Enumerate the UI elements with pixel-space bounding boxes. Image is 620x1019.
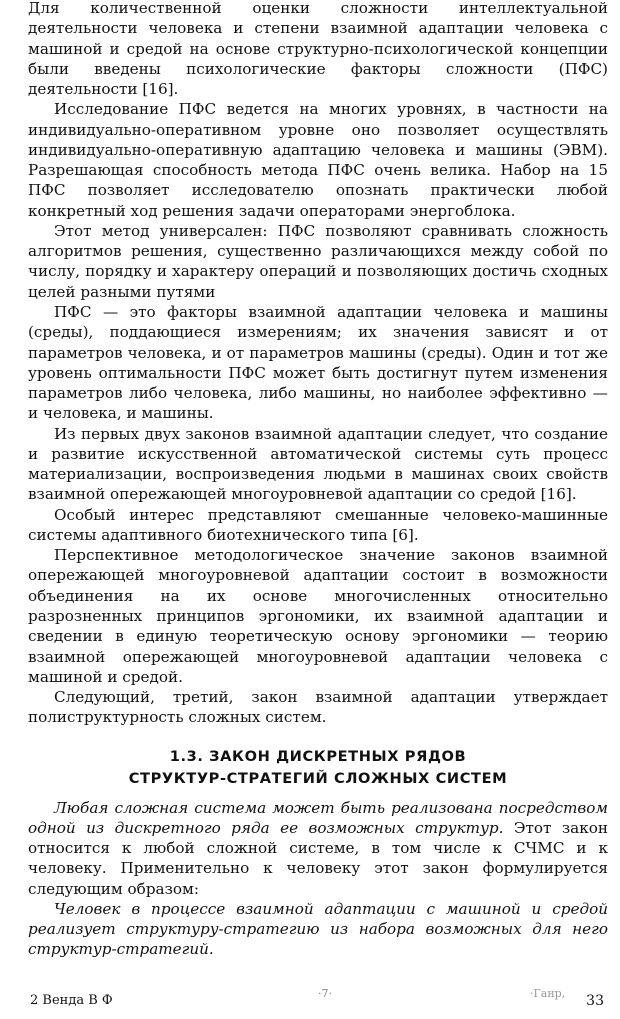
section-heading-line-1: 1.3. ЗАКОН ДИСКРЕТНЫХ РЯДОВ	[169, 747, 467, 765]
paragraph: Этот метод универсален: ПФС позволяют сравнивать сложность алгоритмов решения, существенно различающихся между собой по числу, порядку и характеру операций и позволяющих достичь сходных целей разными путями	[28, 221, 608, 301]
law-explanation: Этот закон относится к любой сложной системе, в том числе к СЧМС и к человеку. Применительно к человеку этот закон формулируется следующим образом:	[28, 818, 608, 898]
law-paragraph	[28, 798, 608, 899]
page-footer	[30, 987, 604, 1011]
paragraph: Перспективное методологическое значение законов взаимной опережающей многоуровневой адаптации состоит в возможности объединения на их основе многочисленных относительно разрозненных принципов эргономики, их взаимной адаптации и сведении в единую теоретическую основу эргономики — теорию взаимной опережающей многоуровневой адаптации человека с машиной и средой.	[28, 546, 608, 686]
paragraph: Из первых двух законов взаимной адаптации следует, что создание и развитие искусственной автоматической системы суть процесс материализации, воспроизведения людьми в машинах своих свойств взаимной опережающей многоуровневой адаптации со средой [16].	[28, 424, 608, 504]
section-heading-line-2: СТРУКТУР-СТРАТЕГИЙ СЛОЖНЫХ СИСТЕМ	[128, 769, 508, 787]
print-smudge: ·Ганр,	[530, 987, 566, 1000]
paragraph: Особый интерес представляют смешанные человеко-машинные системы адаптивного биотехнического типа [6].	[28, 505, 608, 544]
page-body	[28, 0, 608, 960]
paragraph: ПФС — это факторы взаимной адаптации человека и машины (среды), поддающиеся измерениям; их значения зависят и от параметров человека, и от параметров машины (среды). Один и тот же уровень оптимальности ПФС может быть достигнут путем изменения параметров либо человека, либо машины, но наиболее эффективно — и человека, и машины.	[28, 302, 608, 423]
paragraphs-before-heading	[28, 0, 608, 728]
printer-signature: 2 Венда В Ф	[30, 993, 113, 1008]
law-statement: Любая сложная система может быть реализована посредством одной из дискретного ряда ее возможных структур.	[28, 798, 608, 837]
paragraph: Следующий, третий, закон взаимной адаптации утверждает полиструктурность сложных систем.	[28, 688, 608, 727]
section-heading	[28, 746, 608, 790]
paragraph: Исследование ПФС ведется на многих уровнях, в частности на индивидуально-оперативном уровне оно позволяет осуществлять индивидуально-оперативную адаптацию человека и машины (ЭВМ). Разрешающая способность метода ПФС очень велика. Набор на 15 ПФС позволяет исследователю опознать практически любой конкретный ход решения задачи операторами энергоблока.	[28, 100, 608, 220]
human-law-statement: Человек в процессе взаимной адаптации с машиной и средой реализует структуру-стратегию из набора возможных для него структур-стратегий.	[28, 899, 608, 959]
page-number: 33	[586, 993, 604, 1009]
paragraph: Для количественной оценки сложности интеллектуальной деятельности человека и степени взаимной адаптации человека с машиной и средой на основе структурно-психологической концепции были введены психологические факторы сложности (ПФС) деятельности [16].	[28, 0, 608, 99]
print-smudge: ·7·	[318, 987, 332, 1000]
